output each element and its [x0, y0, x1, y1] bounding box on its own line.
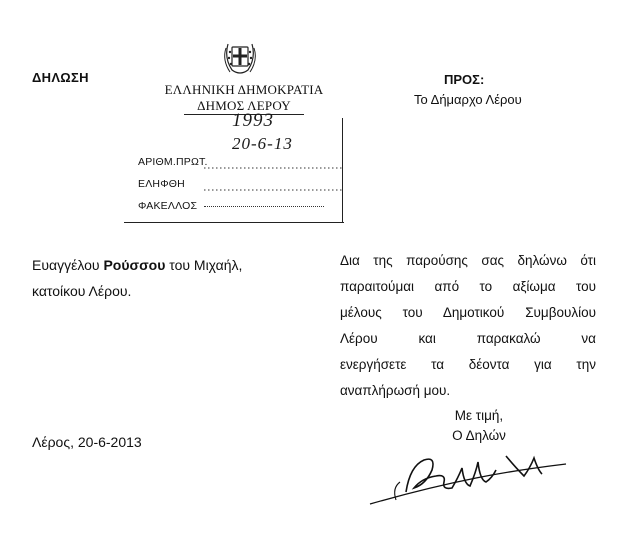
- dotted-lines: [204, 166, 344, 206]
- document-title: ΔΗΛΩΣΗ: [32, 70, 89, 85]
- place-date: Λέρος, 20-6-2013: [32, 434, 142, 450]
- bleed-through-text: [392, 4, 632, 84]
- sender-last: Ρούσσου: [103, 257, 166, 273]
- stamp-org-line2: ΔΗΜΟΣ ΛΕΡΟΥ: [197, 98, 291, 113]
- recipient-heading: ΠΡΟΣ:: [444, 72, 485, 87]
- stamp-border-bottom: [124, 222, 344, 223]
- closing-block: [444, 406, 514, 446]
- sender-block: [32, 252, 242, 304]
- closing-line1: Με τιμή,: [454, 408, 504, 423]
- field-label: ΑΡΙΘΜ.ΠΡΩΤ.: [138, 156, 208, 168]
- stamp-field-protocol: [138, 156, 208, 168]
- signature-scribble-icon: [366, 448, 576, 508]
- sender-residence: κατοίκου Λέρου.: [32, 283, 132, 299]
- handwritten-received-date: 20-6-13: [232, 134, 293, 153]
- body-line: αναπλήρωσή μου.: [340, 383, 451, 398]
- stamp-field-received: [138, 178, 185, 190]
- body-line: παραιτούμαι από το αξίωμα του: [340, 279, 596, 294]
- stamp-org-line1: ΕΛΛΗΝΙΚΗ ΔΗΜΟΚΡΑΤΙΑ: [164, 82, 324, 97]
- body-line: ενεργήσετε τα δέοντα για την: [340, 357, 596, 372]
- field-label: ΕΛΗΦΘΗ: [138, 178, 185, 190]
- sender-father: του Μιχαήλ,: [169, 257, 243, 273]
- handwritten-protocol-number: 1993: [232, 110, 274, 131]
- closing-line2: Ο Δηλών: [452, 428, 506, 443]
- field-label: ΦΑΚΕΛΛΟΣ: [138, 200, 198, 212]
- sender-first: Ευαγγέλου: [32, 257, 100, 273]
- recipient-name: Το Δήμαρχο Λέρου: [414, 92, 522, 107]
- body-line: Λέρου και παρακαλώ να: [340, 331, 596, 346]
- body-line: Δια της παρούσης σας δηλώνω ότι: [340, 253, 596, 268]
- declaration-body: [340, 248, 596, 404]
- body-line: μέλους του Δημοτικού Συμβουλίου: [340, 305, 596, 320]
- stamp-border-right: [342, 118, 343, 222]
- greek-coat-of-arms-icon: [220, 38, 260, 78]
